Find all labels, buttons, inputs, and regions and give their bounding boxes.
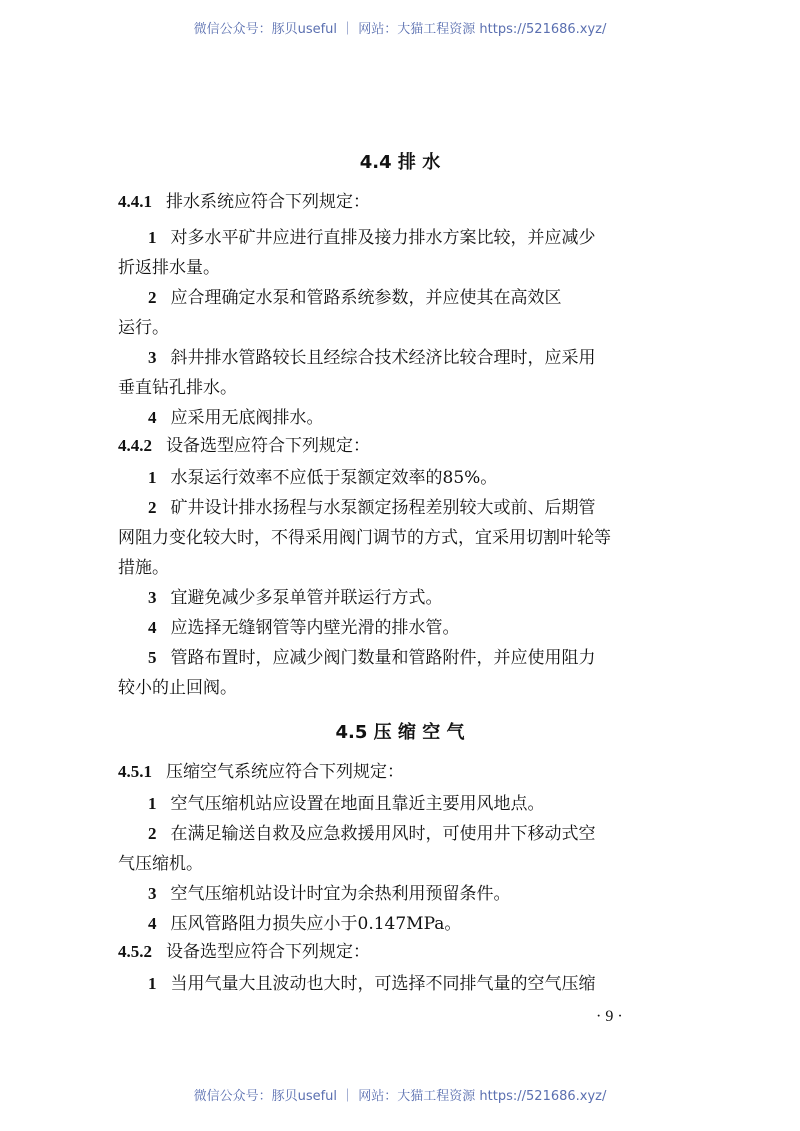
item-number: 1 <box>148 794 157 813</box>
item-number: 1 <box>148 974 157 993</box>
clause-4-4-1 <box>118 190 370 214</box>
section-title-4-4: 4.4 排 水 <box>359 152 441 173</box>
clause-text: 设备选型应符合下列规定： <box>166 436 370 456</box>
watermark-top: 微信公众号：豚贝useful ｜ 网站：大猫工程资源 https://521686.xyz/ <box>193 22 607 37</box>
page-number: · 9 · <box>596 1008 623 1025</box>
item-number: 3 <box>148 348 157 367</box>
item-number: 4 <box>148 914 157 933</box>
item-4-4-1-2-cont: 运行。 <box>118 318 169 338</box>
item-text: 应采用无底阀排水。 <box>170 408 324 428</box>
item-4-4-2-5 <box>148 646 596 670</box>
item-number: 4 <box>148 408 157 427</box>
item-number: 1 <box>148 228 157 247</box>
item-4-4-2-3 <box>148 586 443 610</box>
clause-text: 压缩空气系统应符合下列规定： <box>166 762 404 782</box>
clause-number: 4.4.1 <box>118 192 152 211</box>
clause-4-5-1 <box>118 760 404 784</box>
clause-4-5-2 <box>118 940 370 964</box>
item-text: 在满足输送自救及应急救援用风时，可使用井下移动式空 <box>170 824 596 844</box>
item-number: 2 <box>148 824 157 843</box>
item-4-5-1-3 <box>148 882 511 906</box>
item-number: 3 <box>148 588 157 607</box>
item-text: 管路布置时，应减少阀门数量和管路附件，并应使用阻力 <box>170 648 596 668</box>
item-number: 1 <box>148 468 157 487</box>
item-number: 5 <box>148 648 157 667</box>
item-4-4-1-1-cont: 折返排水量。 <box>118 258 220 278</box>
item-4-4-2-1 <box>148 466 497 490</box>
item-text: 压风管路阻力损失应小于0.147MPa。 <box>170 914 462 934</box>
item-4-4-1-1 <box>148 226 596 250</box>
clause-text: 设备选型应符合下列规定： <box>166 942 370 962</box>
item-number: 4 <box>148 618 157 637</box>
item-4-4-2-2-cont1: 网阻力变化较大时，不得采用阀门调节的方式，宜采用切割叶轮等 <box>118 528 611 548</box>
item-text: 应选择无缝钢管等内壁光滑的排水管。 <box>170 618 460 638</box>
item-number: 2 <box>148 498 157 517</box>
item-text: 宜避免减少多泵单管并联运行方式。 <box>170 588 443 608</box>
clause-number: 4.5.1 <box>118 762 152 781</box>
item-text: 空气压缩机站应设置在地面且靠近主要用风地点。 <box>170 794 545 814</box>
item-number: 2 <box>148 288 157 307</box>
item-4-4-1-4 <box>148 406 324 430</box>
watermark-bottom: 微信公众号：豚贝useful ｜ 网站：大猫工程资源 https://521686.xyz/ <box>193 1089 607 1104</box>
item-4-4-1-3 <box>148 346 596 370</box>
item-text: 空气压缩机站设计时宜为余热利用预留条件。 <box>170 884 511 904</box>
item-4-5-1-2 <box>148 822 596 846</box>
item-4-4-2-2 <box>148 496 596 520</box>
clause-number: 4.5.2 <box>118 942 152 961</box>
item-4-5-1-4 <box>148 912 461 936</box>
item-text: 水泵运行效率不应低于泵额定效率的85%。 <box>170 468 498 488</box>
item-text: 斜井排水管路较长且经综合技术经济比较合理时，应采用 <box>170 348 596 368</box>
item-text: 矿井设计排水扬程与水泵额定扬程差别较大或前、后期管 <box>170 498 596 518</box>
clause-4-4-2 <box>118 434 370 458</box>
section-title-4-5: 4.5 压 缩 空 气 <box>335 722 465 743</box>
item-4-4-1-3-cont: 垂直钻孔排水。 <box>118 378 237 398</box>
item-4-4-2-4 <box>148 616 460 640</box>
item-text: 对多水平矿井应进行直排及接力排水方案比较，并应减少 <box>170 228 596 248</box>
clause-number: 4.4.2 <box>118 436 152 455</box>
item-4-4-1-2 <box>148 286 562 310</box>
item-4-5-1-1 <box>148 792 545 816</box>
item-text: 应合理确定水泵和管路系统参数，并应使其在高效区 <box>170 288 562 308</box>
item-text: 当用气量大且波动也大时，可选择不同排气量的空气压缩 <box>170 974 596 994</box>
item-4-5-1-2-cont: 气压缩机。 <box>118 854 203 874</box>
clause-text: 排水系统应符合下列规定： <box>166 192 370 212</box>
item-4-4-2-5-cont: 较小的止回阀。 <box>118 678 237 698</box>
item-number: 3 <box>148 884 157 903</box>
item-4-5-2-1 <box>148 972 596 996</box>
item-4-4-2-2-cont2: 措施。 <box>118 558 169 578</box>
